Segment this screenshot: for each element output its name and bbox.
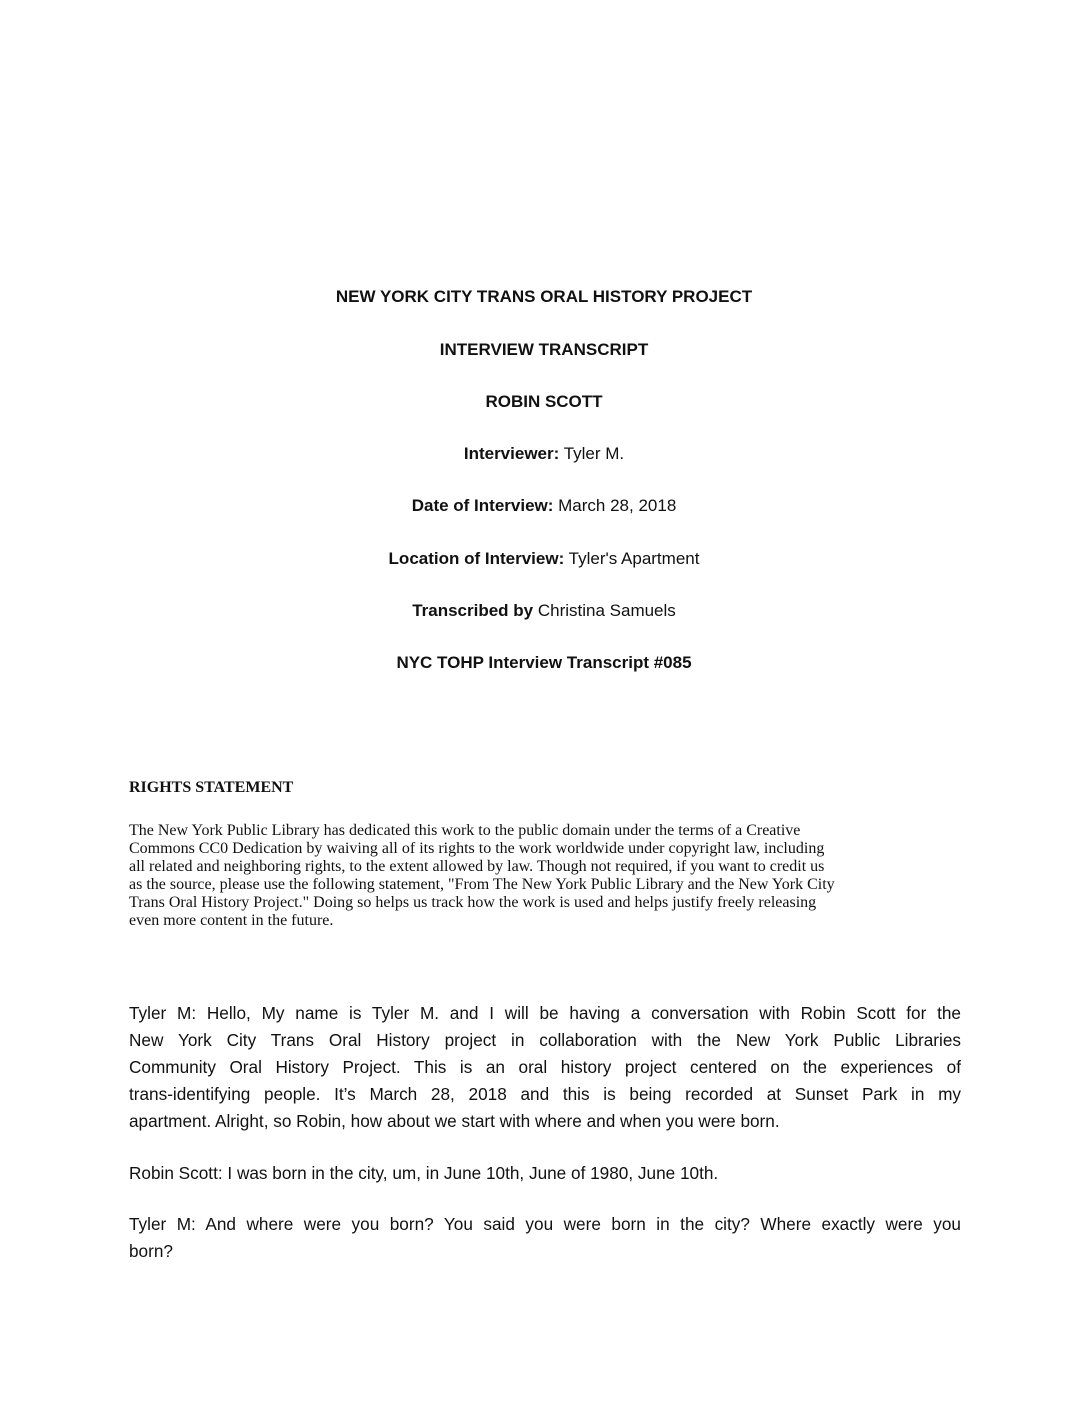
- transcript-line: Community Oral History Project. This is an oral history project centered on the experiences of: [129, 1057, 961, 1077]
- date-value: March 28, 2018: [553, 496, 677, 515]
- rights-statement: [129, 822, 959, 930]
- transcript-paragraph-3: [129, 1211, 961, 1265]
- interviewer-line: [0, 443, 1088, 465]
- narrator-name: ROBIN SCOTT: [485, 392, 603, 411]
- location-line: [0, 548, 1088, 570]
- rights-heading: RIGHTS STATEMENT: [129, 779, 294, 796]
- rights-line: Trans Oral History Project." Doing so helps us track how the work is used and helps justify freely releasing: [129, 894, 817, 911]
- interviewer-value: Tyler M.: [559, 444, 625, 463]
- transcriber-line: [0, 600, 1088, 622]
- rights-line: Commons CC0 Dedication by waiving all of its rights to the work worldwide under copyright law, including: [129, 840, 825, 857]
- location-value: Tyler's Apartment: [564, 549, 700, 568]
- transcript-line: New York City Trans Oral History project in collaboration with the New York Public Libraries: [129, 1030, 961, 1050]
- transcript-line: trans-identifying people. It’s March 28, 2018 and this is being recorded at Sunset Park in my: [129, 1084, 961, 1104]
- rights-line: The New York Public Library has dedicated this work to the public domain under the terms of a Creative: [129, 822, 801, 839]
- interviewer-label: Interviewer:: [463, 444, 560, 463]
- transcript-paragraph-1: [129, 1000, 961, 1135]
- transcript-line: Robin Scott: I was born in the city, um, in June 10th, June of 1980, June 10th.: [129, 1163, 719, 1183]
- project-title: NEW YORK CITY TRANS ORAL HISTORY PROJECT: [335, 287, 753, 306]
- transcript-line: Tyler M: Hello, My name is Tyler M. and I will be having a conversation with Robin Scott for the: [129, 1003, 961, 1023]
- location-label: Location of Interview:: [388, 549, 565, 568]
- transcript-line: born?: [129, 1241, 173, 1261]
- transcript-line: Tyler M: And where were you born? You said you were born in the city? Where exactly were you: [129, 1214, 961, 1234]
- date-label: Date of Interview:: [411, 496, 554, 515]
- transcriber-value: Christina Samuels: [533, 601, 676, 620]
- rights-line: all related and neighboring rights, to the extent allowed by law. Though not required, if you want to credit us: [129, 858, 825, 875]
- transcriber-label: Transcribed by: [412, 601, 534, 620]
- rights-line: as the source, please use the following statement, "From The New York Public Library and the New York City: [129, 876, 835, 893]
- transcript-paragraph-2: [129, 1160, 961, 1187]
- rights-line: even more content in the future.: [129, 912, 334, 929]
- document-type: INTERVIEW TRANSCRIPT: [439, 340, 649, 359]
- date-line: [0, 495, 1088, 517]
- transcript-line: apartment. Alright, so Robin, how about we start with where and when you were born.: [129, 1111, 780, 1131]
- transcript-number: NYC TOHP Interview Transcript #085: [396, 653, 692, 672]
